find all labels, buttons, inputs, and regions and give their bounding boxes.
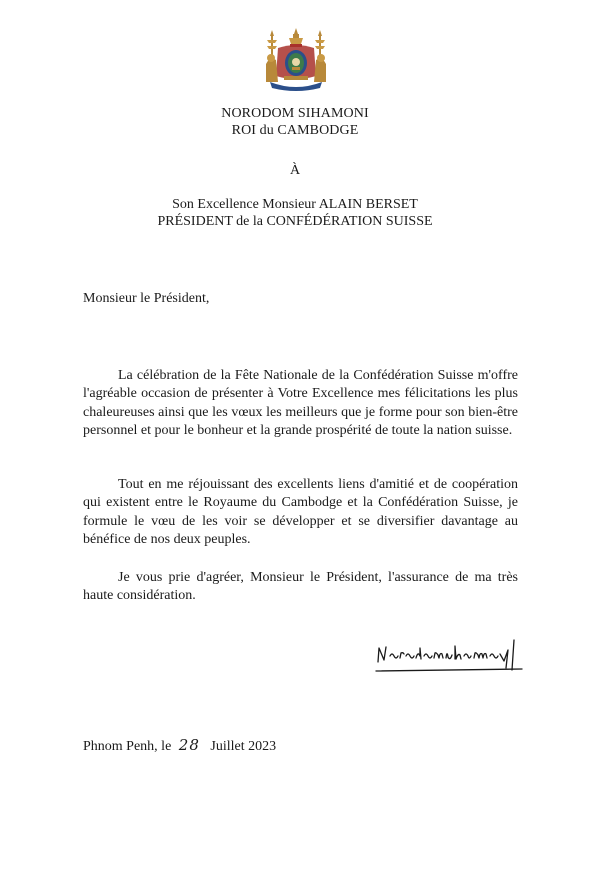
body-paragraph-2: Tout en me réjouissant des excellents liens d'amitié et de coopération qui existent entre le Royaume du Cambodge et la Confédération Suisse, je formule le vœu de les voir se développer et se diversifier davantage au bénéfice de nos deux peuples. <box>83 477 518 548</box>
place-prefix: Phnom Penh, le <box>83 739 172 754</box>
body-paragraph-3: Je vous prie d'agréer, Monsieur le Président, l'assurance de ma très haute considération. <box>83 570 518 604</box>
handwritten-signature-icon <box>372 636 534 676</box>
addressee-marker: À <box>289 163 301 178</box>
sender-name: NORODOM SIHAMONI <box>221 106 369 121</box>
handwritten-day: 28 <box>178 736 200 754</box>
body-paragraph-1: La célébration de la Fête Nationale de la Confédération Suisse m'offre l'agréable occasion de présenter à Votre Excellence mes félicitations les plus chaleureuses ainsi que les vœux les meilleurs que je forme pour son bien-être personnel et pour le bonheur et la grande prospérité de toute la nation suisse. <box>83 368 518 439</box>
month-year: Juillet 2023 <box>210 739 277 754</box>
salutation: Monsieur le Président, <box>83 291 210 306</box>
royal-coat-of-arms-icon <box>256 26 336 92</box>
place-and-date <box>83 736 276 755</box>
sender-title: ROI du CAMBODGE <box>231 123 359 138</box>
recipient-title: PRÉSIDENT de la CONFÉDÉRATION SUISSE <box>157 214 433 229</box>
recipient-name: Son Excellence Monsieur ALAIN BERSET <box>172 197 418 212</box>
